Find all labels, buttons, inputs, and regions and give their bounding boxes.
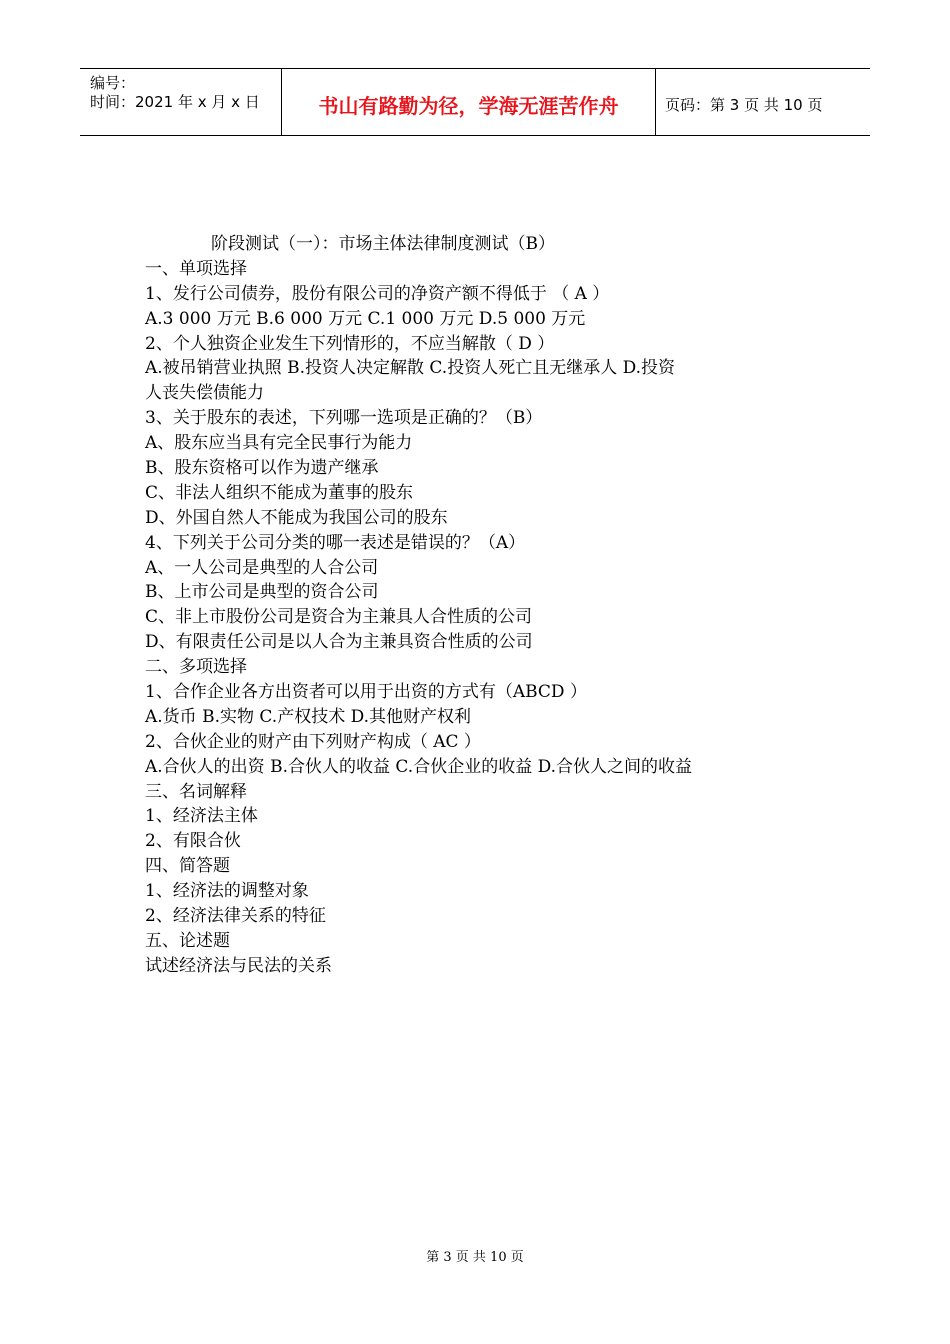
document-line: 2、经济法律关系的特征 <box>145 906 326 927</box>
document-line: A、股东应当具有完全民事行为能力 <box>145 433 413 454</box>
document-line: D、有限责任公司是以人合为主兼具资合性质的公司 <box>145 632 533 653</box>
document-line: A.3 000 万元 B.6 000 万元 C.1 000 万元 D.5 000 万元 <box>145 308 586 329</box>
document-line: A.合伙人的出资 B.合伙人的收益 C.合伙企业的收益 D.合伙人之间的收益 <box>145 756 693 777</box>
document-line: 1、合作企业各方出资者可以用于出资的方式有（ABCD ） <box>145 682 587 703</box>
document-lines <box>145 257 825 979</box>
document-line: C、非法人组织不能成为董事的股东 <box>145 482 414 503</box>
document-line: 2、合伙企业的财产由下列财产构成（ AC ） <box>145 731 481 752</box>
header-motto: 书山有路勤为径，学海无涯苦作舟 <box>318 94 619 118</box>
document-line: 人丧失偿债能力 <box>145 383 264 404</box>
document-line: A.被吊销营业执照 B.投资人决定解散 C.投资人死亡且无继承人 D.投资 <box>145 358 676 379</box>
header-number-label: 编号： <box>90 74 136 92</box>
document-line: C、非上市股份公司是资合为主兼具人合性质的公司 <box>145 607 533 628</box>
document-line: 2、个人独资企业发生下列情形的，不应当解散（ D ） <box>145 333 555 354</box>
document-line: D、外国自然人不能成为我国公司的股东 <box>145 507 448 528</box>
document-line: 3、关于股东的表述，下列哪一选项是正确的？（B） <box>145 408 543 429</box>
document-body <box>145 232 825 979</box>
document-line: 二、多项选择 <box>145 657 247 678</box>
header-top-rule <box>80 68 870 69</box>
document-line: 2、有限合伙 <box>145 831 241 852</box>
document-line: 三、名词解释 <box>145 781 247 802</box>
document-line: B、上市公司是典型的资合公司 <box>145 582 379 603</box>
document-line: 1、发行公司债券，股份有限公司的净资产额不得低于 （ A ） <box>145 283 610 304</box>
document-line: 1、经济法主体 <box>145 806 258 827</box>
document-line: 四、简答题 <box>145 856 230 877</box>
header-time-label: 时间：2021 年 x 月 x 日 <box>90 93 260 111</box>
footer-page-number: 第 3 页 共 10 页 <box>426 1250 524 1265</box>
header-divider-right <box>655 68 656 135</box>
document-line: 4、下列关于公司分类的哪一表述是错误的？（A） <box>145 532 526 553</box>
document-line: B、股东资格可以作为遗产继承 <box>145 458 379 479</box>
document-line: A.货币 B.实物 C.产权技术 D.其他财产权利 <box>145 706 472 727</box>
document-line: 一、单项选择 <box>145 258 247 279</box>
document-line: 1、经济法的调整对象 <box>145 881 309 902</box>
document-title: 阶段测试（一）：市场主体法律制度测试（B） <box>211 234 555 254</box>
document-line: 五、论述题 <box>145 930 230 951</box>
document-line: A、一人公司是典型的人合公司 <box>145 557 379 578</box>
document-line: 试述经济法与民法的关系 <box>145 955 332 976</box>
header-page-info: 页码：第 3 页 共 10 页 <box>665 96 823 114</box>
header-bottom-rule <box>80 135 870 136</box>
